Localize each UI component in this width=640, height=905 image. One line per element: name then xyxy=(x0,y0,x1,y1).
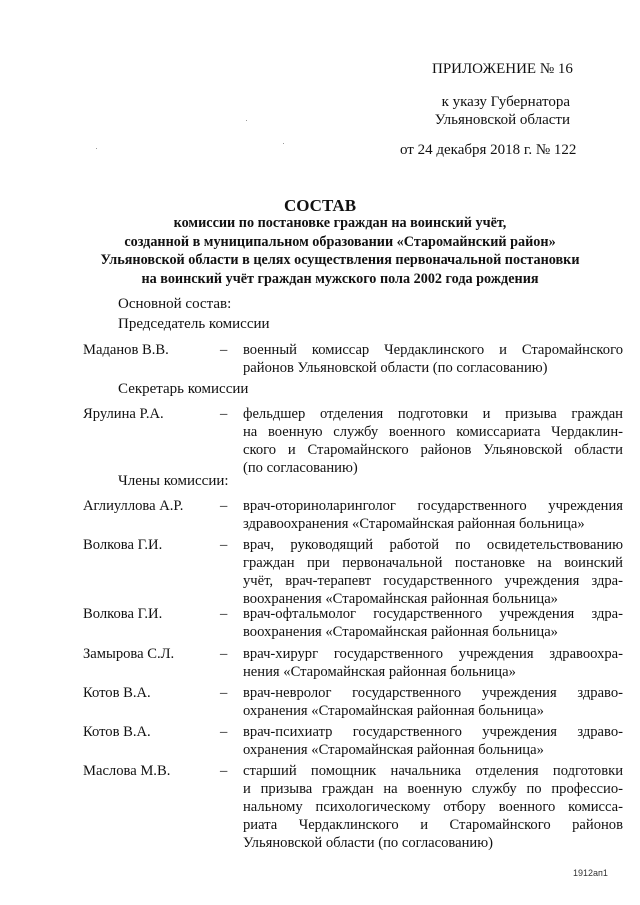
member-dash: – xyxy=(220,646,228,662)
role-line: охранения «Старомайнская районная больница» xyxy=(243,703,544,719)
member-name: Волкова Г.И. xyxy=(83,606,163,622)
member-name: Маслова М.В. xyxy=(83,763,171,779)
role-line: врач-психиатр государственного учреждения здраво- xyxy=(243,724,623,740)
scan-speck xyxy=(283,143,284,144)
role-line: Ульяновской области (по согласованию) xyxy=(243,835,493,851)
member-dash: – xyxy=(220,342,228,358)
member-entry xyxy=(83,762,623,857)
member-name: Ярулина Р.А. xyxy=(83,406,164,422)
subtitle-line: комиссии по постановке граждан на воинский учёт, xyxy=(173,215,507,231)
role-line: учёт, врач-терапевт государственного учреждения здра- xyxy=(243,573,623,589)
role-line: воохранения «Старомайнская районная больница» xyxy=(243,591,558,607)
subtitle-line: на воинский учёт граждан мужского пола 2002 года рождения xyxy=(141,270,539,287)
member-dash: – xyxy=(220,606,228,622)
role-line: врач-невролог государственного учреждения здраво- xyxy=(243,685,623,701)
member-role xyxy=(243,341,623,377)
decree-reference-line: к указу Губернатора xyxy=(441,94,570,110)
role-line: районов Ульяновской области (по согласованию) xyxy=(243,360,548,376)
member-dash: – xyxy=(220,498,228,514)
role-line: врач-хирург государственного учреждения здравоохра- xyxy=(243,646,623,662)
decree-reference xyxy=(410,93,570,129)
role-line: здравоохранения «Старомайнская районная больница» xyxy=(243,516,585,532)
role-line: на военную службу военного комиссариата Чердаклин- xyxy=(243,424,623,440)
member-dash: – xyxy=(220,537,228,553)
scan-speck xyxy=(96,148,97,149)
appendix-number: ПРИЛОЖЕНИЕ № 16 xyxy=(432,61,573,77)
member-role xyxy=(243,605,623,641)
member-role xyxy=(243,684,623,720)
member-name: Котов В.А. xyxy=(83,685,151,701)
member-role xyxy=(243,723,623,759)
document-subtitle xyxy=(60,214,620,288)
role-line: нения «Старомайнская районная больница» xyxy=(243,664,516,680)
role-line: врач-офтальмолог государственного учреждения здра- xyxy=(243,606,623,622)
member-role xyxy=(243,536,623,608)
role-line: фельдшер отделения подготовки и призыва граждан xyxy=(243,406,623,422)
member-name: Аглиуллова А.Р. xyxy=(83,498,184,514)
subtitle-line: созданной в муниципальном образовании «Старомайнский район» xyxy=(124,233,556,250)
member-role xyxy=(243,405,623,477)
member-dash: – xyxy=(220,406,228,422)
role-line: (по согласованию) xyxy=(243,460,358,476)
document-code: 1912ап1 xyxy=(573,868,608,878)
document-title: СОСТАВ xyxy=(283,196,357,215)
role-line: нальному психологическому отбору военного комисса- xyxy=(243,799,623,815)
role-line: ского и Старомайнского районов Ульяновской области xyxy=(243,442,623,458)
member-name: Маданов В.В. xyxy=(83,342,169,358)
role-line: врач-оториноларинголог государственного учреждения xyxy=(243,498,623,514)
member-dash: – xyxy=(220,724,228,740)
decree-reference-line: Ульяновской области xyxy=(434,112,570,128)
role-line: и призыва граждан на военную службу по профессио- xyxy=(243,781,623,797)
section-members: Члены комиссии: xyxy=(118,473,229,489)
member-name: Замырова С.Л. xyxy=(83,646,175,662)
role-line: охранения «Старомайнская районная больница» xyxy=(243,742,544,758)
member-dash: – xyxy=(220,685,228,701)
member-dash: – xyxy=(220,763,228,779)
role-line: воохранения «Старомайнская районная больница» xyxy=(243,624,558,640)
role-line: старший помощник начальника отделения подготовки xyxy=(243,763,623,779)
section-chairman: Председатель комиссии xyxy=(118,316,270,332)
role-line: врач, руководящий работой по освидетельствованию xyxy=(243,537,623,553)
scan-speck xyxy=(246,120,247,121)
member-name: Волкова Г.И. xyxy=(83,537,163,553)
member-role xyxy=(243,762,623,852)
member-role xyxy=(243,497,623,533)
role-line: риата Чердаклинского и Старомайнского районов xyxy=(243,817,623,833)
subtitle-line: Ульяновской области в целях осуществления первоначальной постановки xyxy=(100,252,580,268)
member-name: Котов В.А. xyxy=(83,724,151,740)
section-main-composition: Основной состав: xyxy=(118,296,232,312)
member-role xyxy=(243,645,623,681)
decree-date: от 24 декабря 2018 г. № 122 xyxy=(400,142,577,158)
role-line: военный комиссар Чердаклинского и Старомайнского xyxy=(243,342,623,358)
section-secretary: Секретарь комиссии xyxy=(118,381,249,397)
role-line: граждан при первоначальной постановке на воинский xyxy=(243,555,623,571)
member-entry xyxy=(83,536,623,616)
